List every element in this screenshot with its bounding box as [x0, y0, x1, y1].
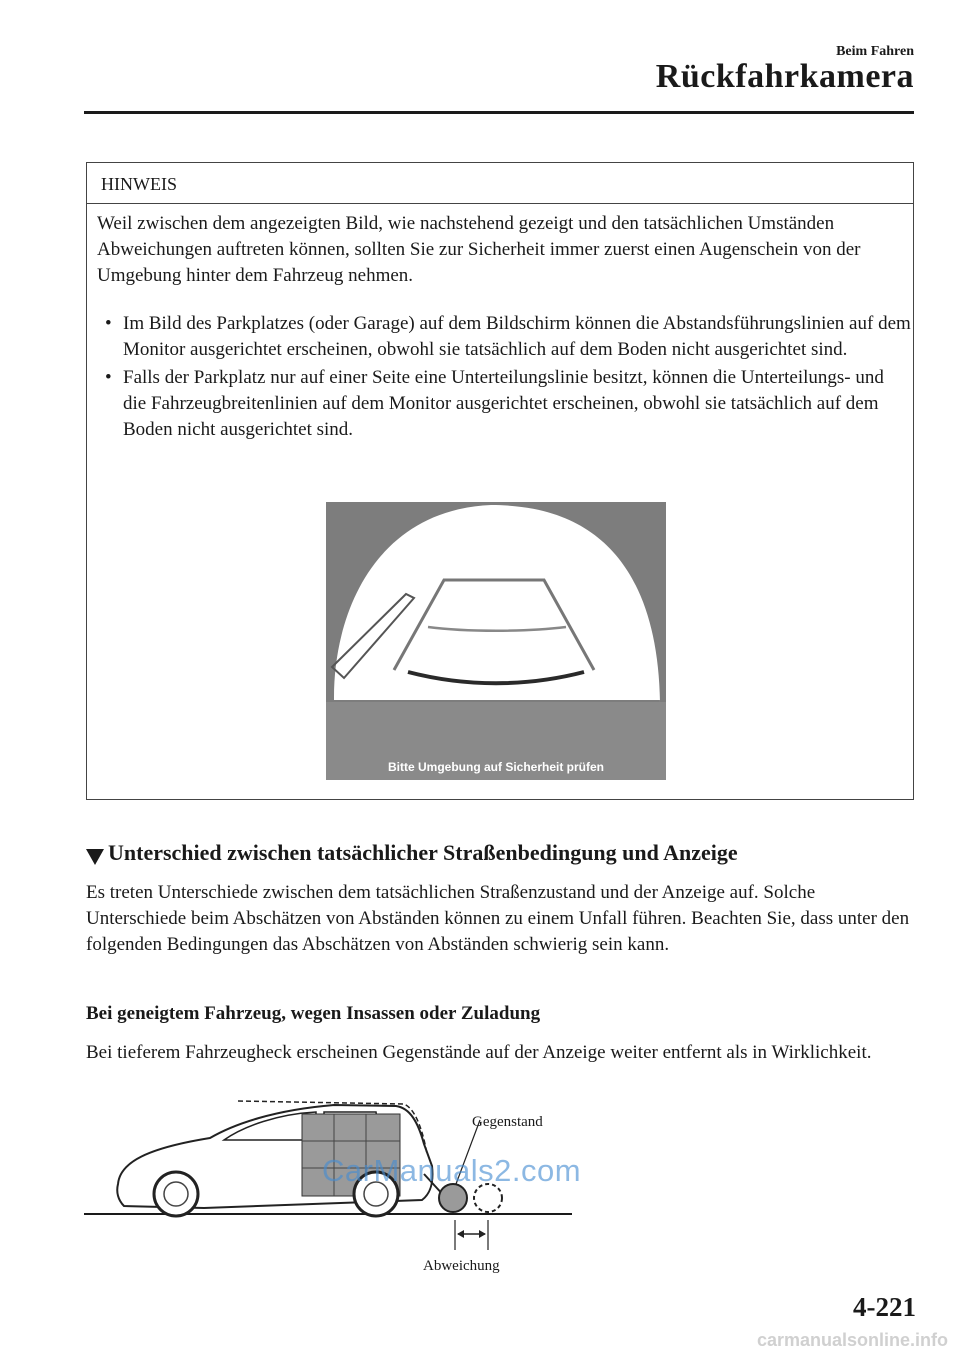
deviation-label: Abweichung [423, 1258, 500, 1274]
notice-list [101, 311, 911, 445]
bullet-icon: • [105, 367, 112, 388]
camera-display-graphic [326, 502, 666, 780]
page-title: Rückfahrkamera [655, 58, 914, 95]
front-wheel [154, 1172, 198, 1216]
camera-display-illustration [326, 502, 666, 780]
header-section-label: Beim Fahren [836, 44, 914, 59]
notice-item-text: Im Bild des Parkplatzes (oder Garage) auf dem Bildschirm können die Abstandsführungslinien auf dem Monitor ausgerichtet erscheinen, obwohl sie tatsächlich auf dem Boden nicht ausgerichtet sind. [123, 313, 911, 360]
page-number: 4-221 [853, 1292, 916, 1322]
section-heading: Unterschied zwischen tatsächlicher Straßenbedingung und Anzeige [108, 840, 738, 865]
notice-intro: Weil zwischen dem angezeigten Bild, wie nachstehend gezeigt und den tatsächlichen Umständen Abweichungen auftreten können, sollten Sie zur Sicherheit immer zuerst einen Augenschein von der Umgebung hinter dem Fahrzeug nehmen. [97, 213, 861, 286]
subheading-paragraph: Bei tieferem Fahrzeugheck erscheinen Gegenstände auf der Anzeige weiter entfernt als in Wirklichkeit. [86, 1042, 872, 1063]
bullet-icon: • [105, 313, 112, 334]
notice-list-item [101, 365, 911, 443]
notice-item-text: Falls der Parkplatz nur auf einer Seite eine Unterteilungslinie besitzt, können die Unterteilungs- und die Fahrzeugbreitenlinien auf dem Monitor ausgerichtet erscheinen, obwohl sie tatsächlich auf dem Boden nicht ausgerichtet sind. [123, 367, 884, 440]
object-label: Gegenstand [472, 1114, 543, 1130]
section-marker-triangle-icon [86, 849, 104, 865]
deviation-arrowhead-right [479, 1230, 486, 1238]
camera-warning-caption: Bitte Umgebung auf Sicherheit prüfen [387, 760, 604, 774]
header-divider [84, 111, 914, 114]
notice-list-item [101, 311, 911, 363]
watermark-middle: CarManuals2.com [322, 1153, 582, 1188]
section-paragraph: Es treten Unterschiede zwischen dem tatsächlichen Straßenzustand und der Anzeige auf. Solche Unterschiede beim Abschätzen von Abständen können zu einem Unfall führen. Beachten Sie, dass unter den folgenden Bedingungen das Abschätzen von Abständen schwierig sein kann. [86, 882, 910, 955]
notice-heading: HINWEIS [87, 163, 913, 204]
deviation-arrowhead-left [457, 1230, 464, 1238]
watermark-bottom: carmanualsonline.info [756, 1330, 948, 1350]
section-subheading: Bei geneigtem Fahrzeug, wegen Insassen oder Zuladung [86, 1003, 541, 1024]
